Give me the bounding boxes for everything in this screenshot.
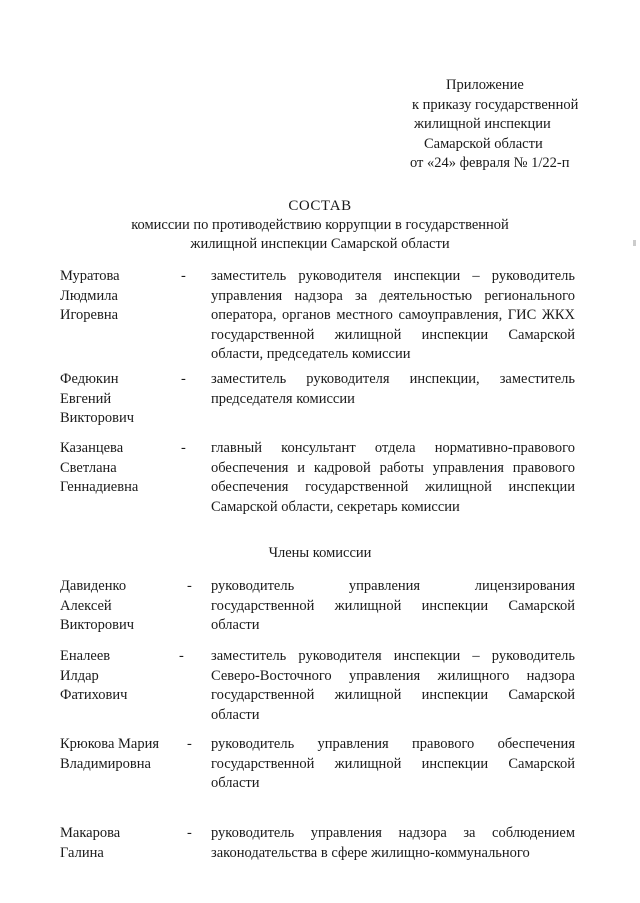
member-dash: - [187, 578, 192, 594]
title-line: комиссии по противодействию коррупции в государственной [131, 217, 509, 233]
member-dash: - [181, 371, 186, 387]
member-dash: - [187, 736, 192, 752]
name-part: Евгений [60, 390, 112, 407]
name-part: Федюкин [60, 371, 119, 387]
member-name [60, 735, 180, 774]
member-description: заместитель руководителя инспекции – руководитель управления надзора за деятельностью регионального оператора, органов местного самоуправления, ГИС ЖКХ государственной жилищной инспекции Самарской области, председатель комиссии [211, 268, 575, 363]
appendix-line: к приказу государственной [412, 96, 579, 113]
name-part: Муратова [60, 268, 120, 284]
member-name [60, 439, 180, 498]
title-heading: СОСТАВ [288, 198, 352, 214]
appendix-line: Приложение [446, 77, 524, 93]
member-name [60, 370, 180, 429]
name-part: Викторович [60, 617, 135, 634]
appendix-header [400, 76, 600, 174]
member-dash: - [181, 268, 186, 284]
member-description: руководитель управления правового обеспечения государственной жилищной инспекции Самарской области [211, 736, 575, 792]
member-description: руководитель управления лицензирования государственной жилищной инспекции Самарской области [211, 578, 575, 634]
name-part: Макарова [60, 825, 121, 841]
member-name [60, 824, 180, 863]
name-part: Владимировна [60, 755, 151, 772]
name-part: Еналеев [60, 648, 111, 664]
member-dash: - [181, 440, 186, 456]
name-part: Галина [60, 844, 104, 861]
name-part: Людмила [60, 287, 118, 304]
member-description: главный консультант отдела нормативно-правового обеспечения и кадровой работы управления правового обеспечения государственной жилищной инспекции Самарской области, секретарь комиссии [211, 440, 575, 515]
appendix-line: жилищной инспекции [414, 116, 551, 132]
name-part: Давиденко [60, 578, 127, 594]
name-part: Фатихович [60, 687, 128, 704]
member-description: заместитель руководителя инспекции – руководитель Северо-Восточного управления жилищного надзора государственной жилищной инспекции Самарской области [211, 648, 575, 723]
member-dash: - [187, 825, 192, 841]
name-part: Викторович [60, 410, 135, 427]
title-line: жилищной инспекции Самарской области [190, 236, 450, 252]
scan-mark [633, 240, 636, 246]
members-heading: Члены комиссии [268, 545, 372, 561]
document-title [60, 197, 580, 254]
member-description: заместитель руководителя инспекции, заместитель председателя комиссии [211, 371, 575, 407]
name-part: Казанцева [60, 440, 124, 456]
name-part: Илдар [60, 667, 99, 684]
name-part: Игоревна [60, 307, 119, 324]
name-part: Светлана [60, 459, 117, 476]
member-description: руководитель управления надзора за соблюдением законодательства в сфере жилищно-коммунального [211, 825, 575, 861]
appendix-line: Самарской области [424, 135, 543, 152]
name-part: Геннадиевна [60, 479, 139, 496]
member-name [60, 267, 180, 326]
name-part: Алексей [60, 597, 112, 614]
member-name [60, 577, 180, 636]
appendix-line: от «24» февраля № 1/22-п [410, 155, 570, 171]
name-part: Крюкова Мария [60, 736, 160, 752]
member-dash: - [179, 648, 184, 664]
member-name [60, 647, 180, 706]
